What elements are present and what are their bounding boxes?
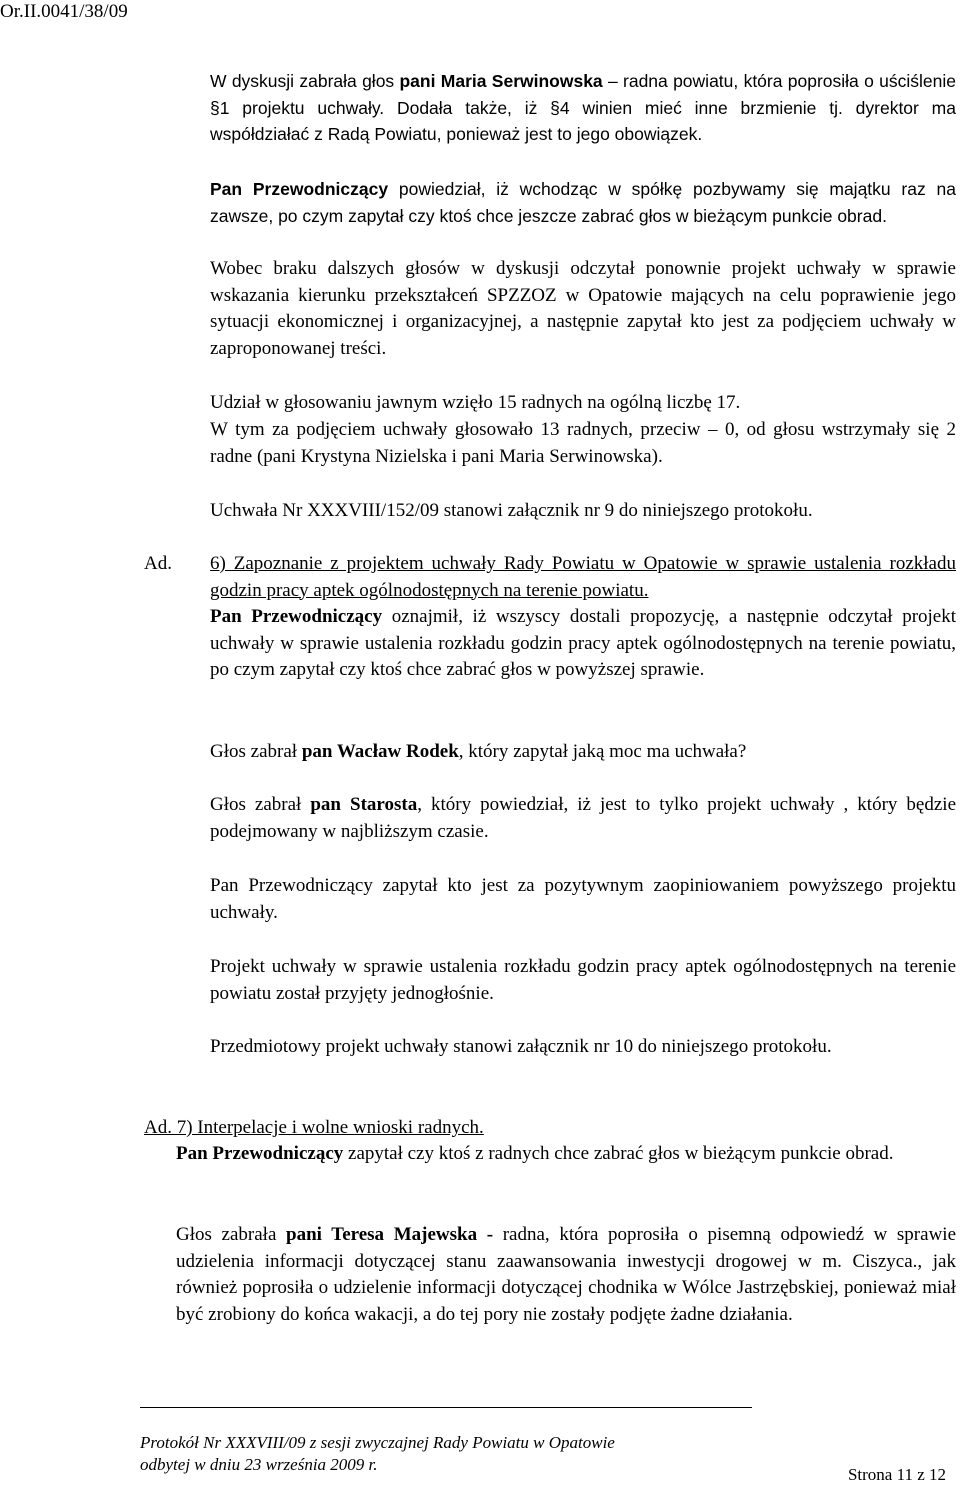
footer-divider: [140, 1407, 752, 1408]
speaker-name: Pan Przewodniczący: [210, 606, 383, 627]
speaker-name: pan Wacław Rodek: [301, 741, 459, 762]
paragraph-przewodniczacy: Pan Przewodniczący powiedział, iż wchodząc w spółkę pozbywamy się majątku raz na zawsze, po czym zapytał czy ktoś chce jeszcze zabrać głos w bieżącym punkcie obrad.: [210, 179, 956, 226]
speaker-name: Pan Przewodniczący: [210, 179, 389, 199]
agenda-label: Ad.: [144, 553, 172, 574]
footer-date: odbytej w dniu 23 września 2009 r.: [140, 1455, 378, 1474]
paragraph-question: Pan Przewodniczący zapytał kto jest za pozytywnym zaopiniowaniem powyższego projektu uchwały.: [210, 875, 956, 923]
paragraph-starosta: Głos zabrał pan Starosta, który powiedział, iż jest to tylko projekt uchwały , który będzie podejmowany w najbliższym czasie.: [210, 794, 957, 842]
agenda-item-7: Ad. 7) Interpelacje i wolne wnioski radnych.: [144, 1117, 484, 1138]
speaker-name: pan Starosta: [310, 794, 418, 815]
paragraph-attachment: Przedmiotowy projekt uchwały stanowi załącznik nr 10 do niniejszego protokołu.: [210, 1036, 832, 1057]
speaker-name: pani Maria Serwinowska: [399, 71, 603, 91]
paragraph-serwinowska: W dyskusji zabrała głos pani Maria Serwinowska – radna powiatu, która poprosiła o uściślenie §1 projektu uchwały. Dodała także, iż §4 winien mieć inne brzmienie tj. dyrektor ma współdziałać z Radą Powiatu, ponieważ jest to jego obowiązek.: [210, 71, 956, 145]
paragraph-rodek: Głos zabrał pan Wacław Rodek, który zapytał jaką moc ma uchwała?: [210, 741, 747, 762]
paragraph-majewska: Głos zabrała pani Teresa Majewska - radna, która poprosiła o pisemną odpowiedź w sprawie udzielenia informacji dotyczącej stanu zaawansowania inwestycji drogowej w m. Ciszyca., jak również poprosiła o udzielenie informacji dotyczącej chodnika w Wólce Jastrzębskiej, ponieważ miał być zrobiony do końca wakacji, a do tej pory nie zostały podjęte żadne działania.: [176, 1224, 957, 1325]
page-number: Strona 11 z 12: [847, 1465, 946, 1484]
paragraph-resolution: Uchwała Nr XXXVIII/152/09 stanowi załącznik nr 9 do niniejszego protokołu.: [210, 500, 813, 521]
paragraph-adopted: Projekt uchwały w sprawie ustalenia rozkładu godzin pracy aptek ogólnodostępnych na terenie powiatu został przyjęty jednogłośnie.: [210, 956, 956, 1004]
footer-protocol: Protokół Nr XXXVIII/09 z sesji zwyczajnej Rady Powiatu w Opatowie: [140, 1433, 615, 1452]
speaker-name: Pan Przewodniczący: [176, 1143, 344, 1164]
paragraph-proposal: Pan Przewodniczący oznajmił, iż wszyscy dostali propozycję, a następnie odczytał projekt uchwały w sprawie ustalenia rozkładu godzin pracy aptek ogólnodostępnych na terenie powiatu, po czym zapytał czy ktoś chce zabrać głos w powyższej sprawie.: [210, 606, 957, 681]
document-reference: Or.II.0041/38/09: [0, 1, 128, 22]
paragraph-vote: W tym za podjęciem uchwały głosowało 13 radnych, przeciw – 0, od głosu wstrzymały się 2 radne (pani Krystyna Nizielska i pani Maria Serwinowska).: [210, 419, 956, 467]
paragraph-attendance: Udział w głosowaniu jawnym wzięło 15 radnych na ogólną liczbę 17.: [210, 392, 741, 413]
paragraph-open-floor: Pan Przewodniczący zapytał czy ktoś z radnych chce zabrać głos w bieżącym punkcie obrad.: [176, 1143, 894, 1164]
speaker-name: pani Teresa Majewska -: [286, 1224, 494, 1245]
agenda-item-6: 6) Zapoznanie z projektem uchwały Rady Powiatu w Opatowie w sprawie ustalenia rozkładu godzin pracy aptek ogólnodostępnych na terenie powiatu.: [210, 553, 956, 601]
paragraph-reading: Wobec braku dalszych głosów w dyskusji odczytał ponownie projekt uchwały w sprawie wskazania kierunku przekształceń SPZZOZ w Opatowie mających na celu poprawienie jego sytuacji ekonomicznej i organizacyjnej, a następnie zapytał kto jest za podjęciem uchwały w zaproponowanej treści.: [210, 258, 956, 359]
